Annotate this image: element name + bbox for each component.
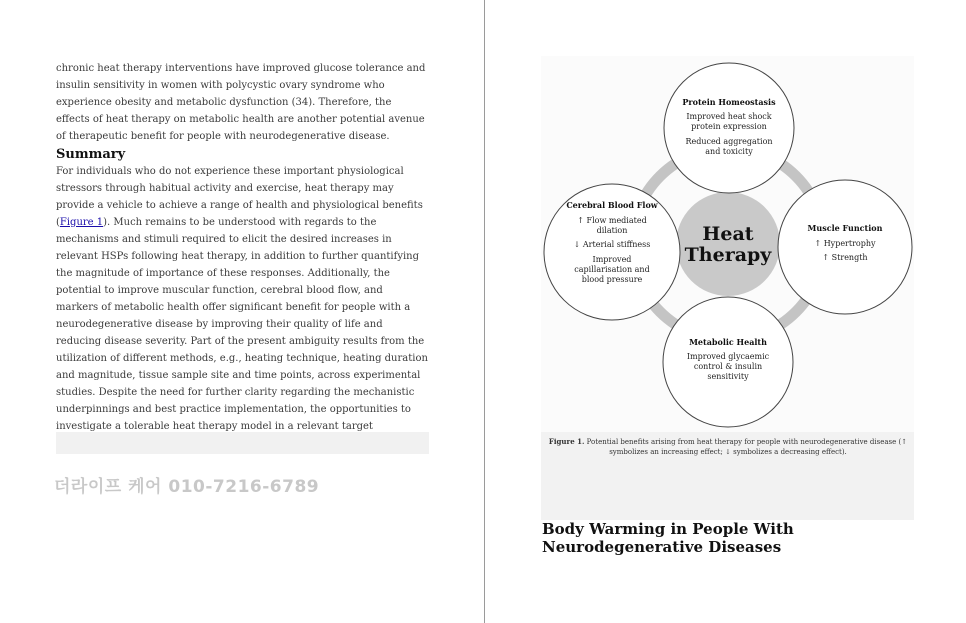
figure-caption bbox=[547, 437, 909, 457]
gray-placeholder-bar bbox=[56, 432, 429, 454]
cerebral-title: Cerebral Blood Flow bbox=[566, 200, 658, 210]
caption-label: Figure 1. bbox=[548, 437, 585, 446]
metabolic-line: sensitivity bbox=[707, 372, 749, 381]
metabolic-line: Improved glycaemic bbox=[686, 352, 770, 361]
figure-image bbox=[541, 56, 914, 432]
cerebral-line: ↑ Flow mediated bbox=[577, 216, 647, 225]
protein-line: Improved heat shock bbox=[686, 112, 772, 121]
figure-1-link[interactable]: Figure 1 bbox=[59, 217, 104, 228]
cerebral-line: Improved bbox=[592, 255, 632, 264]
page-divider bbox=[484, 0, 485, 623]
cerebral-line: capillarisation and bbox=[574, 265, 650, 274]
cerebral-line: blood pressure bbox=[581, 275, 643, 284]
cerebral-line: ↓ Arterial stiffness bbox=[573, 240, 651, 249]
cerebral-line: dilation bbox=[596, 226, 628, 235]
metabolic-title: Metabolic Health bbox=[689, 337, 767, 347]
protein-homeostasis-node bbox=[664, 63, 794, 193]
summary-text-start: For individuals who do not experience these important physiological stressors through habitual activity and exercise, heat therapy may provide a vehicle to achieve a range of health and physiological benefits ( bbox=[56, 166, 423, 228]
muscle-function-node bbox=[778, 180, 912, 314]
metabolic-line: control & insulin bbox=[693, 362, 763, 371]
section-heading: Body Warming in People With Neurodegenerative Diseases bbox=[542, 520, 794, 556]
summary-text-end: ). Much remains to be understood with regards to the mechanisms and stimuli required to elicit the desired increases in relevant HSPs following heat therapy, in addition to further quantifying the magnitude of importance of these responses. Additionally, the potential to improve muscular function, cerebral blood flow, and markers of metabolic health offer significant benefit for people with a neurodegenerative disease by improving their quality of life and reducing disease severity. Part of the present ambiguity results from the utilization of different methods, e.g., heating technique, heating duration and magnitude, tissue sample site and time points, across experimental studies. Despite the need for further clarity regarding the mechanistic underpinnings and best practice implementation, the opportunities to investigate a tolerable heat therapy model in a relevant target bbox=[56, 217, 428, 432]
protein-title: Protein Homeostasis bbox=[682, 97, 776, 107]
protein-line: protein expression bbox=[691, 122, 767, 131]
center-label-line2: Therapy bbox=[684, 244, 772, 266]
summary-paragraph bbox=[56, 163, 428, 452]
watermark-text: 더라이프 케어 010-7216-6789 bbox=[54, 477, 320, 497]
protein-line: and toxicity bbox=[705, 147, 753, 156]
summary-heading: Summary bbox=[56, 147, 126, 162]
caption-text: Potential benefits arising from heat therapy for people with neurodegenerative disease (↑ symbolizes an increasing effect; ↓ symbolizes a decreasing effect). bbox=[586, 438, 908, 456]
center-label-line1: Heat bbox=[702, 223, 754, 245]
left-page-column bbox=[56, 60, 428, 452]
metabolic-health-node bbox=[663, 297, 793, 427]
protein-line: Reduced aggregation bbox=[685, 137, 773, 146]
muscle-line: ↑ Hypertrophy bbox=[814, 239, 876, 248]
muscle-title: Muscle Function bbox=[807, 223, 883, 233]
heat-therapy-diagram bbox=[541, 56, 914, 432]
muscle-line: ↑ Strength bbox=[822, 253, 868, 262]
cerebral-blood-flow-node bbox=[544, 184, 680, 320]
intro-paragraph: chronic heat therapy interventions have improved glucose tolerance and insulin sensitivity in women with polycystic ovary syndrome who experience obesity and metabolic dysfunction (34). Therefore, the effects of heat therapy on metabolic health are another potential avenue of therapeutic benefit for people with neurodegenerative disease. bbox=[56, 63, 426, 142]
